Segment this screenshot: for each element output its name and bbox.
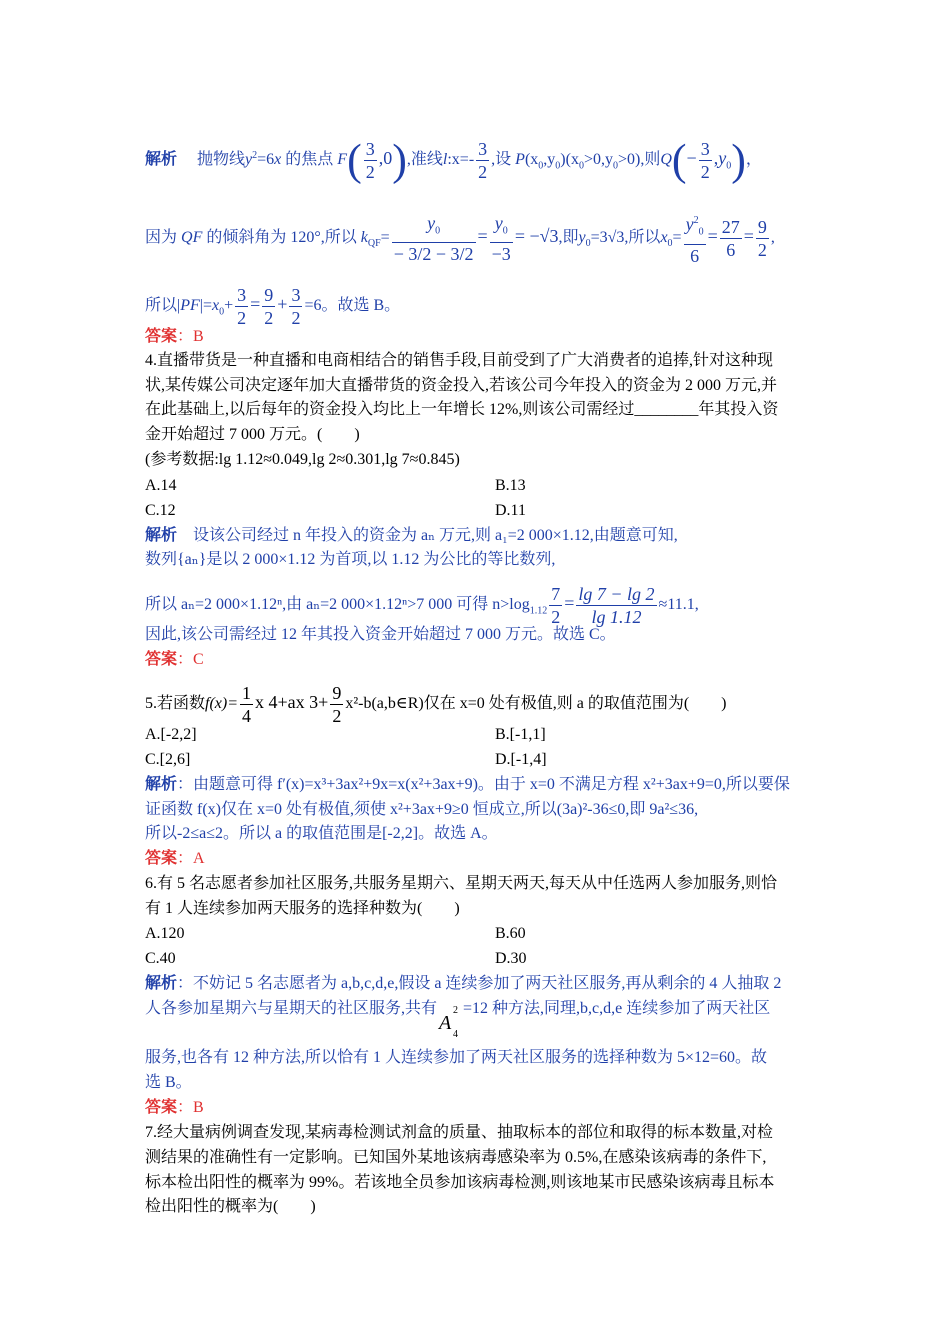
q6-option-b: B.60: [495, 925, 526, 942]
q3-text: ,即: [558, 228, 579, 246]
fraction: $\frac{27}{6}$: [721, 216, 740, 260]
q6-solution-line4: 选 B。: [145, 1074, 192, 1091]
answer-label: 答案: [145, 651, 178, 668]
q6-jiexi-label: 解析: [145, 975, 178, 992]
q4-solution-text: ≈11.1,: [658, 596, 699, 614]
q3-text: 抛物线: [197, 151, 246, 169]
q6-option-c: C.40: [145, 950, 176, 967]
q4-solution-line1: [145, 524, 678, 548]
q4-solution-line2: 数列{aₙ}是以 2 000×1.12 为首项,以 1.12 为公比的等比数列,: [145, 551, 556, 568]
q5-option-a: A.[-2,2]: [145, 726, 197, 743]
q6-line2: 有 1 人连续参加两天服务的选择种数为( ): [145, 900, 460, 917]
q3-text: y: [245, 151, 253, 169]
q5-solution-line2: 证函数 f(x)仅在 x=0 处有极值,须使 x²+3ax+9≥0 恒成立,所以(3a)²-36≤0,即 9a²≤36,: [145, 801, 699, 818]
q3-text: ,设: [491, 151, 512, 169]
q3-text: =: [672, 228, 682, 246]
q3-text: )(x: [560, 151, 579, 169]
q7-line1: 7.经大量病例调查发现,某病毒检测试剂盒的质量、抽取标本的部位和取得的标本数量,对检: [145, 1124, 774, 1141]
q4-option-b: B.13: [495, 477, 526, 494]
q3-text: >0,y: [583, 151, 613, 169]
q3-text: =: [707, 225, 718, 246]
q3-text: x: [660, 228, 668, 246]
q3-text: 的倾斜角为 120°,所以: [206, 228, 357, 246]
q3-text: F: [337, 151, 348, 169]
q3-solution-line2: 因为 QF 的倾斜角为 120°,所以 $k_{QF}=$ $\frac{y_0}{- 3/2 - 3/2}$ = $\frac{y_0}{-3}$ = −√3,即$y_0=3√3$,所以$x_0=$ $\frac{y^2_0}{6}$ = $\frac{27}{6}$ = $\frac{9}{2}$ ,: [145, 210, 775, 267]
q3-text: y: [718, 148, 727, 169]
q3-text: ,准线: [406, 151, 443, 169]
q6-solution-line3: 服务,也各有 12 种方法,所以恰有 1 人连续参加了两天社区服务的选择种数为 5×12=60。故: [145, 1049, 768, 1066]
q3-text: = −√3: [514, 225, 559, 246]
q4-solution-line4: 因此,该公司需经过 12 年其投入资金开始超过 7 000 万元。故选 C。: [145, 626, 616, 643]
q3-text: x: [274, 151, 282, 169]
q5-answer: [145, 847, 205, 871]
q6-solution-text: 人各参加星期六与星期天的社区服务,共有: [145, 1000, 438, 1017]
q3-text: 因为: [145, 228, 178, 246]
answer-value: ：B: [177, 1099, 204, 1116]
q7-line3: 标本检出阳性的概率为 99%。若该地全员参加该病毒检测,则该地某市民感染该病毒且标本: [145, 1174, 775, 1191]
q3-text: =: [477, 225, 488, 246]
q3-text: =3√3,所以: [590, 228, 661, 246]
q4-option-c: C.12: [145, 502, 176, 519]
q3-text: (x: [524, 151, 539, 169]
fraction: $\frac{9}{2}$: [332, 683, 342, 726]
q3-solution-line1: 解析 抛物线$y^2=6x$ 的焦点 F( $\frac{3}{2}$ ,0),准线l:x=- $\frac{3}{2}$ ,设 $P(x_0,y_0)(x_0>0,y_0>0)$,则Q(− $\frac{3}{2}$ $,y_0$)，: [145, 135, 762, 185]
q3-text: x: [212, 297, 220, 315]
q3-text: =: [743, 225, 754, 246]
q4-option-d: D.11: [495, 502, 526, 519]
fraction: $\frac{y^2_0}{6}$: [684, 210, 706, 267]
fraction: $\frac{3}{2}$: [478, 139, 488, 182]
q3-text: P: [515, 151, 525, 169]
q6-option-a: A.120: [145, 925, 185, 942]
q3-text: k: [360, 228, 368, 246]
q3-jiexi-label: 解析: [145, 151, 178, 169]
q4-line2: 状,某传媒公司决定逐年加大直播带货的资金投入,若该公司今年投入的资金为 2 000 万元,并: [145, 377, 778, 394]
q3-text: +: [224, 297, 234, 315]
q6-line1: 6.有 5 名志愿者参加社区服务,共服务星期六、星期天两天,每天从中任选两人参加服务,则恰: [145, 875, 778, 892]
q5-text: x 4+ax 3+: [255, 692, 329, 713]
q4-line4: 金开始超过 7 000 万元。( ): [145, 426, 360, 443]
fraction: $\frac{9}{2}$: [757, 216, 767, 260]
q3-text: Q: [660, 151, 672, 169]
q3-text: ,y: [543, 151, 556, 169]
fraction: $\frac{y_0}{- 3/2 - 3/2}$: [393, 212, 474, 265]
q6-solution-text: ：不妨记 5 名志愿者为 a,b,c,d,e,假设 a 连续参加了两天社区服务,再从剩余的 4 人抽取 2: [177, 975, 782, 992]
permutation-symbol: A 2 4: [439, 1005, 459, 1040]
q5-text: 5.若函数: [145, 695, 206, 713]
q4-solution-text: 所以 aₙ=2 000×1.12ⁿ,由 aₙ=2 000×1.12ⁿ>7 000 可得 n>log: [145, 596, 530, 614]
q5-option-b: B.[-1,1]: [495, 726, 546, 743]
q6-solution-line1: [145, 972, 781, 996]
q4-line3: 在此基础上,以后每年的资金投入均比上一年增长 12%,则该公司需经过________年其投入资: [145, 401, 779, 418]
q3-text: PF: [180, 297, 200, 315]
fraction: $\frac{9}{2}$: [264, 285, 274, 328]
answer-value: ：C: [177, 651, 204, 668]
fraction: $\frac{7}{2}$: [551, 584, 561, 627]
q3-text: y: [578, 228, 586, 246]
q3-text: −: [686, 148, 697, 169]
q3-text: l: [442, 151, 448, 169]
q4-reference-data: (参考数据:lg 1.12≈0.049,lg 2≈0.301,lg 7≈0.845): [145, 451, 460, 468]
q3-text: ，: [745, 151, 762, 169]
q3-solution-line3: 所以$|PF|=x_0+$ $\frac{3}{2}$ = $\frac{9}{2}$ + $\frac{3}{2}$ =6。故选 B。: [145, 285, 401, 328]
fraction: $\frac{3}{2}$: [700, 139, 710, 182]
q3-text: =: [250, 294, 261, 315]
answer-label: 答案: [145, 328, 178, 345]
q3-text: QF: [181, 228, 203, 246]
answer-value: ：B: [177, 328, 204, 345]
q4-option-a: A.14: [145, 477, 177, 494]
q3-text: QF: [367, 238, 381, 250]
q5-option-d: D.[-1,4]: [495, 751, 547, 768]
fraction: $\frac{3}{2}$: [365, 139, 375, 182]
q7-line2: 测结果的准确性有一定影响。已知国外某地该病毒感染率为 0.5%,在感染该病毒的条件下,: [145, 1149, 767, 1166]
q5-solution-line1: [145, 773, 790, 797]
q4-jiexi-label: 解析: [145, 527, 178, 544]
q6-solution-line2: [145, 997, 771, 1040]
fraction: $\frac{\lg 7 - \lg 2}{\lg 1.12}$: [578, 584, 655, 627]
fraction: $\frac{1}{4}$: [242, 683, 252, 726]
answer-label: 答案: [145, 850, 178, 867]
q3-text: 所以|: [145, 297, 181, 315]
q4-answer: [145, 648, 204, 672]
q3-text: :x=-: [447, 151, 475, 169]
fraction: $\frac{3}{2}$: [291, 285, 301, 328]
q3-text: |=: [199, 297, 212, 315]
q7-line4: 检出阳性的概率为( ): [145, 1198, 316, 1215]
q3-text: =6。故选 B。: [304, 297, 401, 315]
q5-option-c: C.[2,6]: [145, 751, 191, 768]
fraction: $\frac{y_0}{-3}$: [491, 212, 511, 265]
q6-answer: [145, 1096, 204, 1120]
q3-text: =6: [257, 151, 275, 169]
q4-solution-text: =: [564, 593, 575, 614]
q5-jiexi-label: 解析: [145, 776, 178, 793]
q3-text: =: [380, 228, 390, 246]
q4-solution-text: 设该公司经过 n 年投入的资金为 aₙ 万元,则 a₁=2 000×1.12,由题意可知,: [193, 527, 678, 544]
q4-solution-text: 1.12: [529, 605, 548, 617]
q5-solution-line3: 所以-2≤a≤2。所以 a 的取值范围是[-2,2]。故选 A。: [145, 825, 498, 842]
q5-text: f(x)=: [205, 695, 239, 713]
q5-text: x²-b(a,b∈R)仅在 x=0 处有极值,则 a 的取值范围为( ): [345, 695, 727, 713]
q6-option-d: D.30: [495, 950, 527, 967]
fraction: $\frac{3}{2}$: [237, 285, 247, 328]
q4-solution-line3: [145, 583, 699, 628]
q6-solution-text: =12 种方法,同理,b,c,d,e 连续参加了两天社区: [463, 1000, 771, 1017]
q3-text: >0),则: [617, 151, 661, 169]
answer-label: 答案: [145, 1099, 178, 1116]
q4-line1: 4.直播带货是一种直播和电商相结合的销售手段,目前受到了广大消费者的追捧,针对这种现: [145, 352, 774, 369]
q3-text: ,0: [378, 148, 393, 169]
q5-solution-text: ：由题意可得 f′(x)=x³+3ax²+9x=x(x²+3ax+9)。由于 x=0 不满足方程 x²+3ax+9=0,所以要保: [177, 776, 790, 793]
q5-line1: [145, 682, 727, 727]
q3-text: 的焦点: [285, 151, 334, 169]
q3-answer: [145, 325, 204, 349]
answer-value: ：A: [177, 850, 205, 867]
